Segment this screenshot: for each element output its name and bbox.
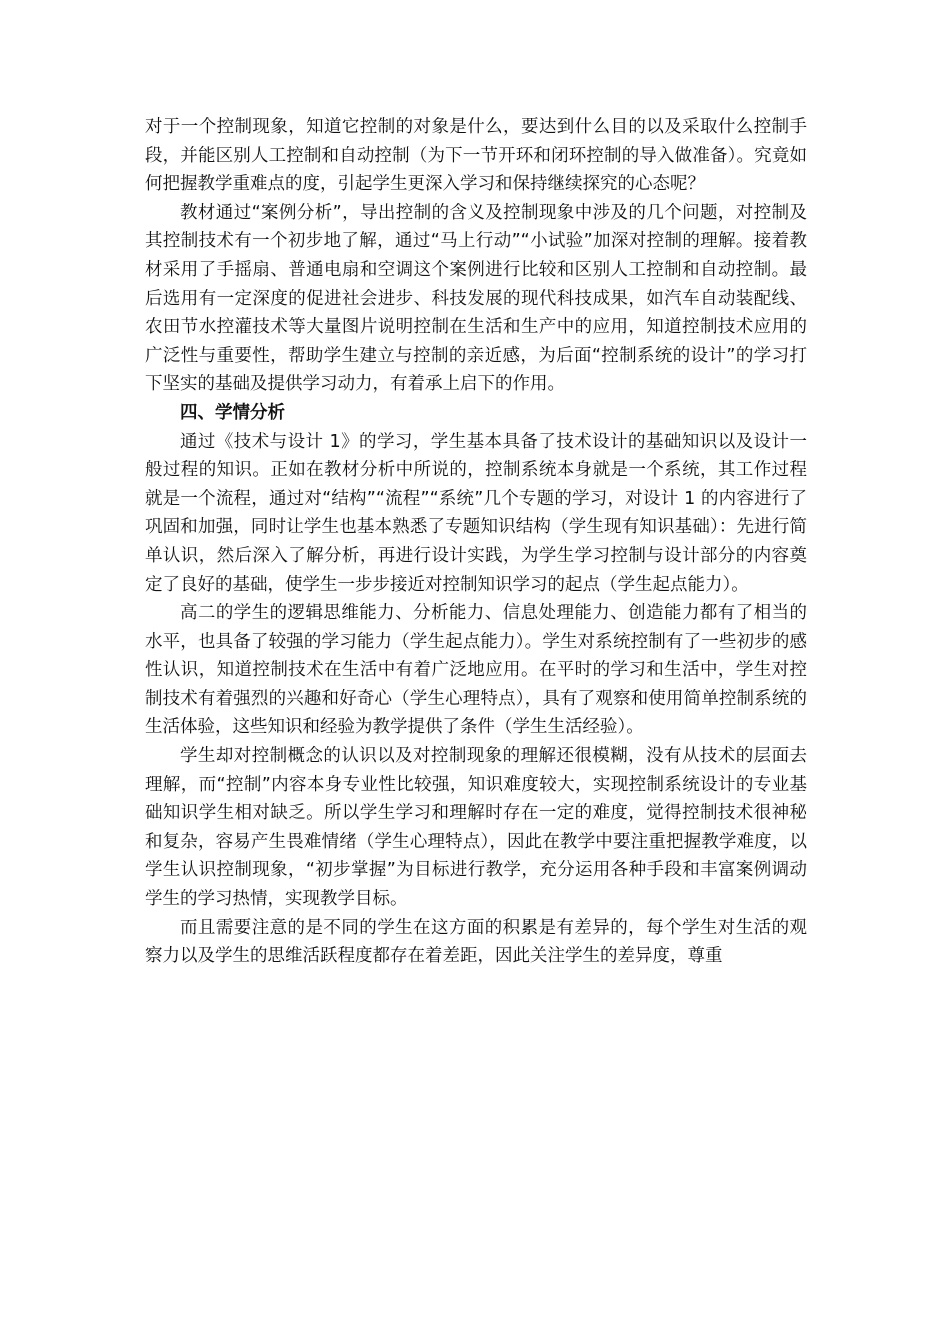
paragraph-learning-difficulties: 学生却对控制概念的认识以及对控制现象的理解还很模糊，没有从技术的层面去理解，而“控制”内容本身专业性比较强，知识难度较大，实现控制系统设计的专业基础知识学生相对缺乏。所以学生学习和理解时存在一定的难度，觉得控制技术很神秘和复杂，容易产生畏难情绪（学生心理特点），因此在教学中要注重把握教学难度，以学生认识控制现象，“初步掌握”为目标进行教学，充分运用各种手段和丰富案例调动学生的学习热情，实现教学目标。 [145, 746, 807, 910]
paragraph-textbook-analysis: 教材通过“案例分析”，导出控制的含义及控制现象中涉及的几个问题，对控制及其控制技术有一个初步地了解，通过“马上行动”“小试验”加深对控制的理解。接着教材采用了手摇扇、普通电扇和空调这个案例进行比较和区别人工控制和自动控制。最后选用有一定深度的促进社会进步、科技发展的现代科技成果，如汽车自动装配线、农田节水控灌技术等大量图片说明控制在生活和生产中的应用，知道控制技术应用的广泛性与重要性，帮助学生建立与控制的亲近感，为后面“控制系统的设计”的学习打下坚实的基础及提供学习动力，有着承上启下的作用。 [145, 202, 807, 395]
document-page [145, 113, 807, 971]
paragraph-prior-knowledge: 通过《技术与设计 1》的学习，学生基本具备了技术设计的基础知识以及设计一般过程的知识。正如在教材分析中所说的，控制系统本身就是一个系统，其工作过程就是一个流程，通过对“结构”“流程”“系统”几个专题的学习，对设计 1 的内容进行了巩固和加强，同时让学生也基本熟悉了专题知识结构（学生现有知识基础）：先进行简单认识，然后深入了解分析，再进行设计实践，为学生学习控制与设计部分的内容奠定了良好的基础，使学生一步步接近对控制知识学习的起点（学生起点能力）。 [145, 431, 807, 595]
section-heading-learner-analysis: 四、学情分析 [180, 402, 285, 423]
paragraph-continuation: 对于一个控制现象，知道它控制的对象是什么，要达到什么目的以及采取什么控制手段，并能区别人工控制和自动控制（为下一节开环和闭环控制的导入做准备）。究竟如何把握教学重难点的度，引起学生更深入学习和保持继续探究的心态呢？ [145, 117, 807, 195]
paragraph-student-abilities: 高二的学生的逻辑思维能力、分析能力、信息处理能力、创造能力都有了相当的水平，也具备了较强的学习能力（学生起点能力）。学生对系统控制有了一些初步的感性认识，知道控制技术在生活中有着广泛地应用。在平时的学习和生活中，学生对控制技术有着强烈的兴趣和好奇心（学生心理特点），具有了观察和使用简单控制系统的生活体验，这些知识和经验为教学提供了条件（学生生活经验）。 [145, 603, 807, 738]
paragraph-student-differences: 而且需要注意的是不同的学生在这方面的积累是有差异的，每个学生对生活的观察力以及学生的思维活跃程度都存在着差距，因此关注学生的差异度，尊重 [145, 917, 807, 967]
